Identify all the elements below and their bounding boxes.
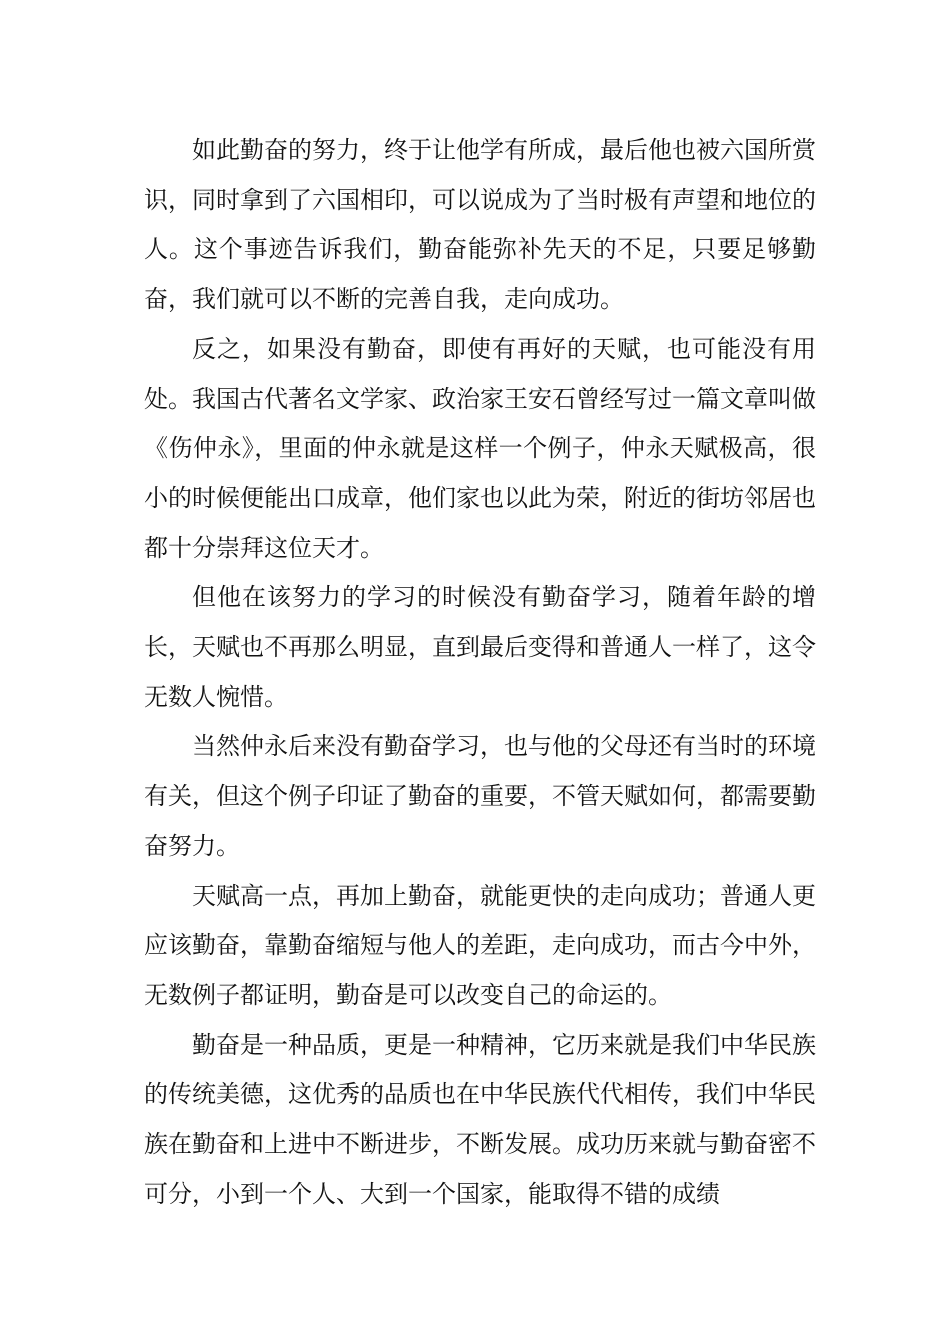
document-body	[144, 126, 816, 1219]
paragraph: 勤奋是一种品质，更是一种精神，它历来就是我们中华民族的传统美德，这优秀的品质也在中华民族代代相传，我们中华民族在勤奋和上进中不断进步，不断发展。成功历来就与勤奋密不可分，小到一个人、大到一个国家，能取得不错的成绩	[144, 1030, 816, 1208]
paragraph: 反之，如果没有勤奋，即使有再好的天赋，也可能没有用处。我国古代著名文学家、政治家王安石曾经写过一篇文章叫做《伤仲永》，里面的仲永就是这样一个例子，仲永天赋极高，很小的时候便能出口成章，他们家也以此为荣，附近的街坊邻居也都十分崇拜这位天才。	[144, 334, 816, 562]
paragraph: 如此勤奋的努力，终于让他学有所成，最后他也被六国所赏识，同时拿到了六国相印，可以说成为了当时极有声望和地位的人。这个事迹告诉我们，勤奋能弥补先天的不足，只要足够勤奋，我们就可以不断的完善自我，走向成功。	[144, 136, 816, 314]
paragraph: 但他在该努力的学习的时候没有勤奋学习，随着年龄的增长，天赋也不再那么明显，直到最后变得和普通人一样了，这令无数人惋惜。	[144, 583, 816, 711]
paragraph: 天赋高一点，再加上勤奋，就能更快的走向成功；普通人更应该勤奋，靠勤奋缩短与他人的差距，走向成功，而古今中外，无数例子都证明，勤奋是可以改变自己的命运的。	[144, 881, 816, 1009]
paragraph: 当然仲永后来没有勤奋学习，也与他的父母还有当时的环境有关，但这个例子印证了勤奋的重要，不管天赋如何，都需要勤奋努力。	[144, 732, 816, 860]
